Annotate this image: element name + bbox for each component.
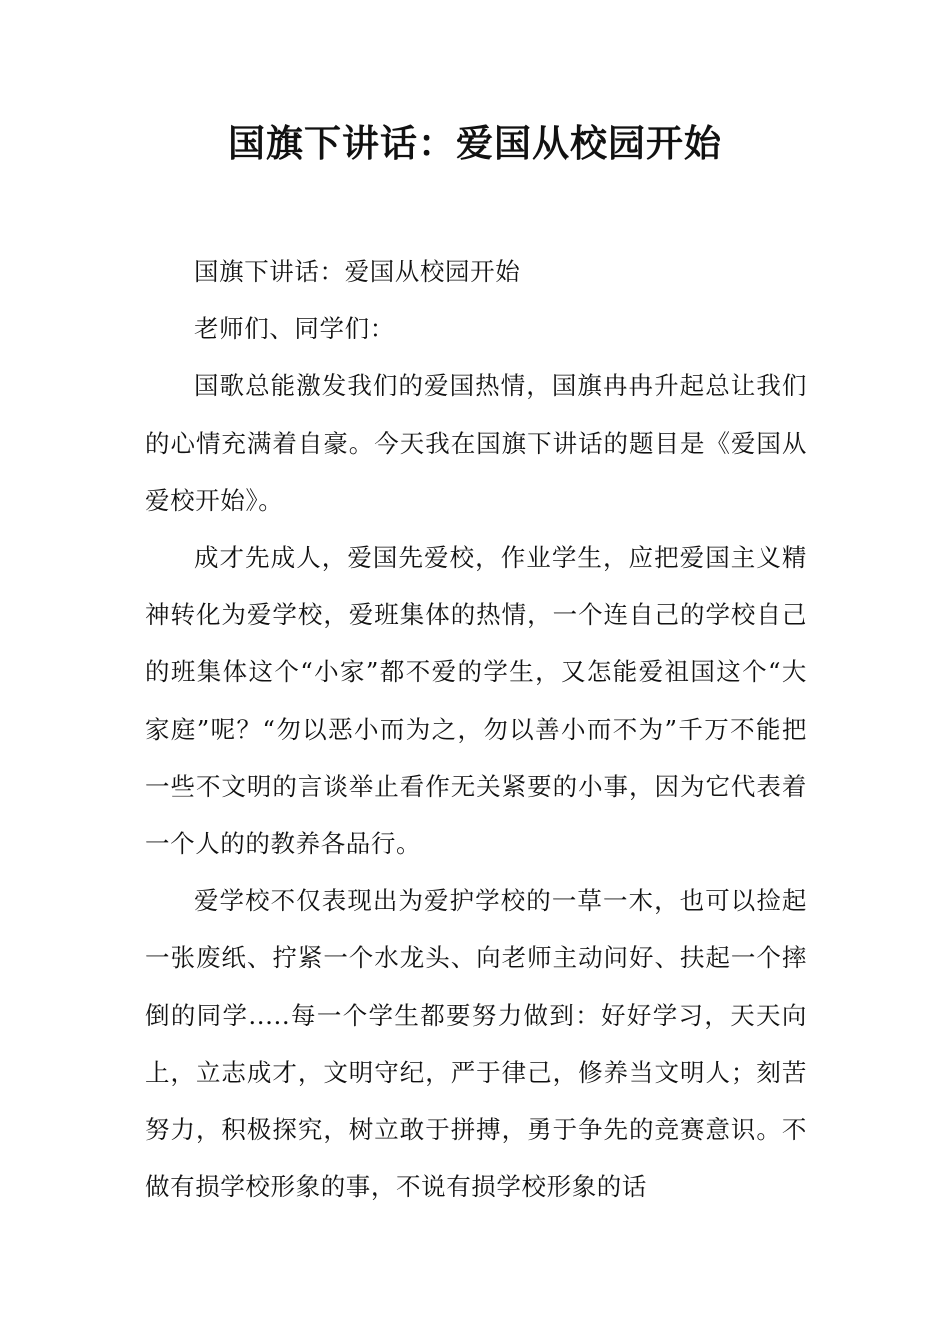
paragraph-subtitle: 国旗下讲话：爱国从校园开始 — [194, 257, 521, 286]
paragraph-actions: 爱学校不仅表现出为爱护学校的一草一木，也可以捡起一张废纸、拧紧一个水龙头、向老师主动问好、扶起一个摔倒的同学.....每一个学生都要努力做到：好好学习，天天向上，立志成才，文明守纪，严于律己，修养当文明人；刻苦努力，积极探究，树立敢于拼搏，勇于争先的竞赛意识。不做有损学校形象的事，不说有损学校形象的话 — [145, 886, 807, 1202]
paragraph-love-school: 成才先成人，爱国先爱校，作业学生，应把爱国主义精神转化为爱学校，爱班集体的热情，一个连自己的学校自己的班集体这个“小家”都不爱的学生，又怎能爱祖国这个“大家庭”呢？“勿以恶小而为之，勿以善小而不为”千万不能把一些不文明的言谈举止看作无关紧要的小事，因为它代表着一个人的的教养各品行。 — [145, 543, 807, 859]
page-title: 国旗下讲话：爱国从校园开始 — [228, 122, 722, 165]
paragraph-intro: 国歌总能激发我们的爱国热情，国旗冉冉升起总让我们的心情充满着自豪。今天我在国旗下讲话的题目是《爱国从爱校开始》。 — [145, 371, 807, 515]
document-body — [145, 243, 807, 1215]
paragraph-greeting: 老师们、同学们： — [194, 314, 395, 344]
